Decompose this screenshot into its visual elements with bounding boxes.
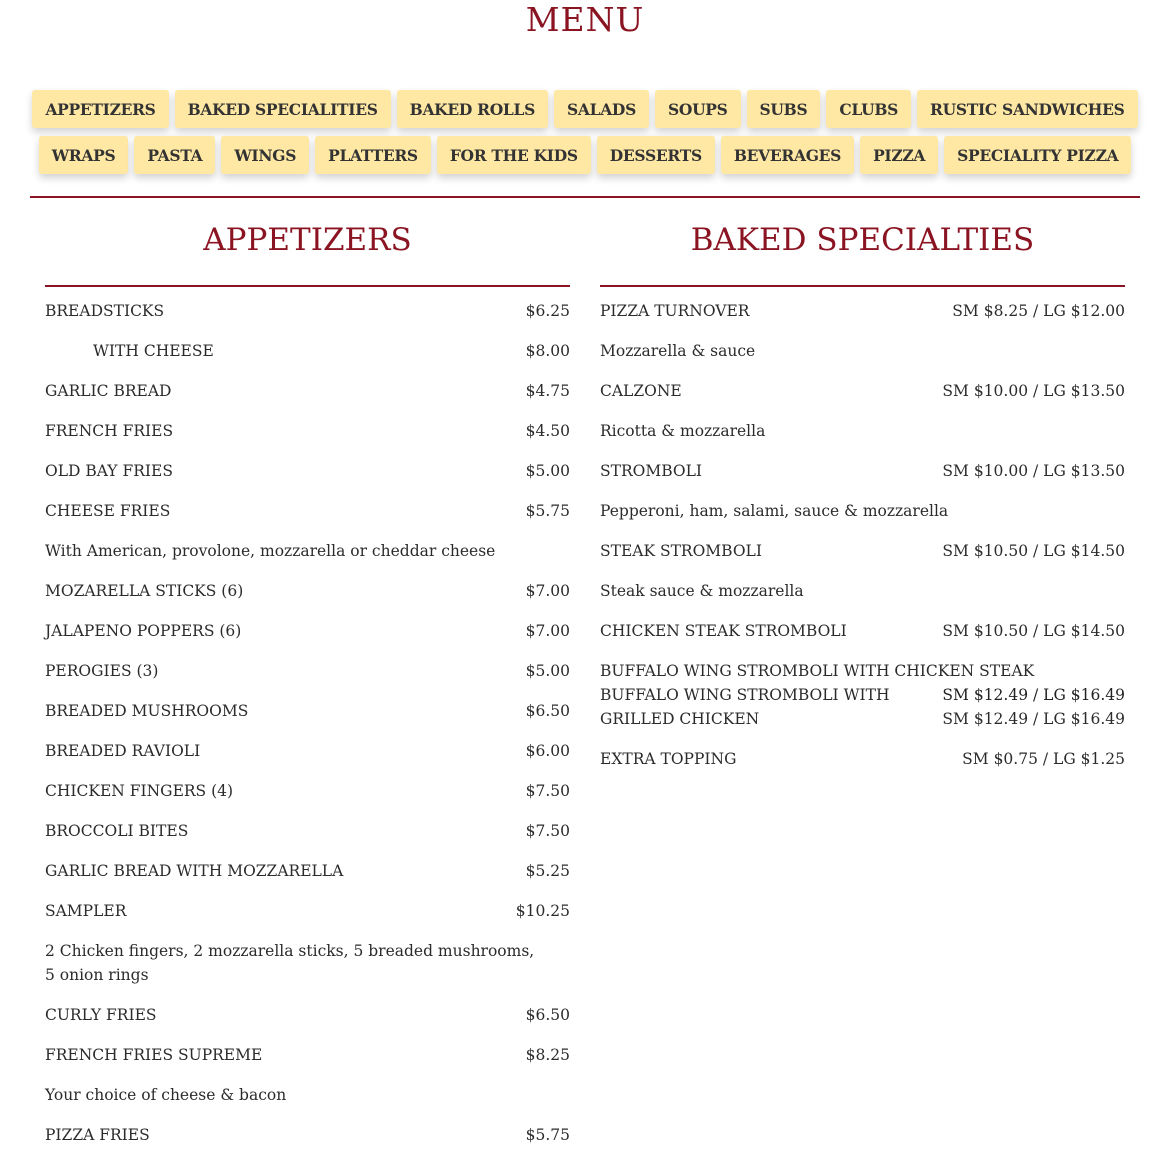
item-price: $5.00 [525, 462, 570, 480]
item-name: STEAK STROMBOLI [600, 542, 762, 560]
item-name: BROCCOLI BITES [45, 822, 189, 840]
item-name: SAMPLER [45, 902, 127, 920]
item-price: SM $12.49 / LG $16.49 [942, 710, 1125, 728]
item-description-text: With American, provolone, mozzarella or cheddar cheese [45, 542, 496, 560]
menu-item [600, 539, 1125, 563]
item-description-text: 2 Chicken fingers, 2 mozzarella sticks, 5 breaded mushrooms, 5 onion rings [45, 942, 535, 984]
item-description-text: Steak sauce & mozzarella [600, 582, 804, 600]
item-name: JALAPENO POPPERS (6) [45, 622, 242, 640]
page-title: MENU [525, 0, 645, 39]
item-description [45, 939, 570, 987]
item-price: $10.25 [515, 902, 570, 920]
item-name: OLD BAY FRIES [45, 462, 173, 480]
baked-specialties-divider [600, 285, 1125, 287]
menu-item [600, 659, 1125, 683]
item-name: BUFFALO WING STROMBOLI WITH GRILLED CHICKEN [600, 686, 890, 728]
menu-item [45, 659, 570, 683]
item-price: SM $10.50 / LG $14.50 [942, 622, 1125, 640]
nav-platters-button[interactable]: PLATTERS [315, 136, 431, 174]
item-price: $4.75 [525, 382, 570, 400]
item-price: SM $0.75 / LG $1.25 [962, 750, 1125, 768]
item-description-text: Mozzarella & sauce [600, 342, 756, 360]
item-name: CURLY FRIES [45, 1006, 157, 1024]
item-name: CHICKEN FINGERS (4) [45, 782, 234, 800]
item-description [45, 539, 570, 563]
item-name: BREADED MUSHROOMS [45, 702, 249, 720]
menu-item [45, 619, 570, 643]
item-description-text: Pepperoni, ham, salami, sauce & mozzarella [600, 502, 949, 520]
item-price: SM $12.49 / LG $16.49 [942, 686, 1125, 704]
nav-clubs-button[interactable]: CLUBS [826, 90, 911, 128]
item-price: $6.50 [525, 702, 570, 720]
item-name: GARLIC BREAD [45, 382, 172, 400]
nav-speciality-pizza-button[interactable]: SPECIALITY PIZZA [944, 136, 1131, 174]
nav-wraps-button[interactable]: WRAPS [39, 136, 129, 174]
item-name: CHICKEN STEAK STROMBOLI [600, 622, 847, 640]
item-name: WITH CHEESE [93, 342, 214, 360]
item-name: BREADED RAVIOLI [45, 742, 201, 760]
item-price: $4.50 [525, 422, 570, 440]
item-name: CHEESE FRIES [45, 502, 171, 520]
item-price: $5.75 [525, 1126, 570, 1144]
menu-item [45, 899, 570, 923]
item-name: BREADSTICKS [45, 302, 165, 320]
nav-wings-button[interactable]: WINGS [221, 136, 309, 174]
menu-item [600, 299, 1125, 323]
nav-pizza-button[interactable]: PIZZA [860, 136, 938, 174]
appetizers-list [45, 299, 570, 1147]
baked-specialties-list [600, 299, 1125, 771]
item-description [600, 339, 1125, 363]
item-name: PEROGIES (3) [45, 662, 159, 680]
menu-item [45, 779, 570, 803]
item-price: SM $10.00 / LG $13.50 [942, 462, 1125, 480]
baked-specialties-title: BAKED SPECIALTIES [690, 222, 1035, 258]
item-name: EXTRA TOPPING [600, 750, 737, 768]
menu-item [45, 1043, 570, 1067]
item-description [45, 1083, 570, 1107]
item-name: BUFFALO WING STROMBOLI WITH CHICKEN STEAK [600, 662, 1035, 680]
item-name: CALZONE [600, 382, 682, 400]
item-price: $7.00 [525, 582, 570, 600]
item-price: $8.00 [525, 342, 570, 360]
nav-baked-rolls-button[interactable]: BAKED ROLLS [397, 90, 548, 128]
menu-item [45, 579, 570, 603]
menu-item [45, 419, 570, 443]
item-name: FRENCH FRIES SUPREME [45, 1046, 263, 1064]
item-name: STROMBOLI [600, 462, 703, 480]
item-price: $6.50 [525, 1006, 570, 1024]
nav-rustic-sandwiches-button[interactable]: RUSTIC SANDWICHES [917, 90, 1138, 128]
menu-item [600, 747, 1125, 771]
item-description [600, 499, 1125, 523]
item-description [600, 419, 1125, 443]
item-price: $7.50 [525, 822, 570, 840]
category-nav-row-2 [0, 136, 1170, 174]
item-price: $5.75 [525, 502, 570, 520]
nav-salads-button[interactable]: SALADS [554, 90, 649, 128]
baked-specialties-section [600, 218, 1125, 787]
nav-appetizers-button[interactable]: APPETIZERS [32, 90, 168, 128]
menu-item [45, 699, 570, 723]
menu-item [600, 459, 1125, 483]
item-name: PIZZA FRIES [45, 1126, 150, 1144]
menu-item [45, 499, 570, 523]
menu-item [600, 379, 1125, 403]
item-name: GARLIC BREAD WITH MOZZARELLA [45, 862, 344, 880]
nav-for-the-kids-button[interactable]: FOR THE KIDS [437, 136, 591, 174]
item-price: $7.00 [525, 622, 570, 640]
menu-item [600, 619, 1125, 643]
item-price: SM $10.00 / LG $13.50 [942, 382, 1125, 400]
nav-pasta-button[interactable]: PASTA [134, 136, 215, 174]
item-price: SM $8.25 / LG $12.00 [952, 302, 1125, 320]
nav-soups-button[interactable]: SOUPS [655, 90, 741, 128]
item-price: $8.25 [525, 1046, 570, 1064]
item-price: $6.25 [525, 302, 570, 320]
nav-baked-specialities-button[interactable]: BAKED SPECIALITIES [175, 90, 391, 128]
menu-item [600, 683, 1125, 731]
appetizers-section [45, 218, 570, 1163]
item-name: MOZARELLA STICKS (6) [45, 582, 244, 600]
item-price: $5.00 [525, 662, 570, 680]
appetizers-divider [45, 285, 570, 287]
menu-item [45, 1003, 570, 1027]
item-description-text: Your choice of cheese & bacon [45, 1086, 287, 1104]
nav-desserts-button[interactable]: DESSERTS [597, 136, 715, 174]
menu-item [45, 819, 570, 843]
item-price: $5.25 [525, 862, 570, 880]
item-price: $6.00 [525, 742, 570, 760]
category-nav-row-1 [0, 90, 1170, 128]
top-divider [30, 196, 1140, 198]
nav-beverages-button[interactable]: BEVERAGES [721, 136, 854, 174]
menu-item [45, 859, 570, 883]
category-nav [0, 90, 1170, 182]
item-name: FRENCH FRIES [45, 422, 174, 440]
nav-subs-button[interactable]: SUBS [747, 90, 821, 128]
item-price: SM $10.50 / LG $14.50 [942, 542, 1125, 560]
menu-item [45, 379, 570, 403]
menu-item [45, 459, 570, 483]
menu-item [45, 299, 570, 323]
menu-item [45, 1123, 570, 1147]
item-name: PIZZA TURNOVER [600, 302, 750, 320]
menu-item [45, 339, 570, 363]
menu-item [45, 739, 570, 763]
item-description [600, 579, 1125, 603]
item-price: $7.50 [525, 782, 570, 800]
appetizers-title: APPETIZERS [203, 222, 412, 258]
item-description-text: Ricotta & mozzarella [600, 422, 766, 440]
